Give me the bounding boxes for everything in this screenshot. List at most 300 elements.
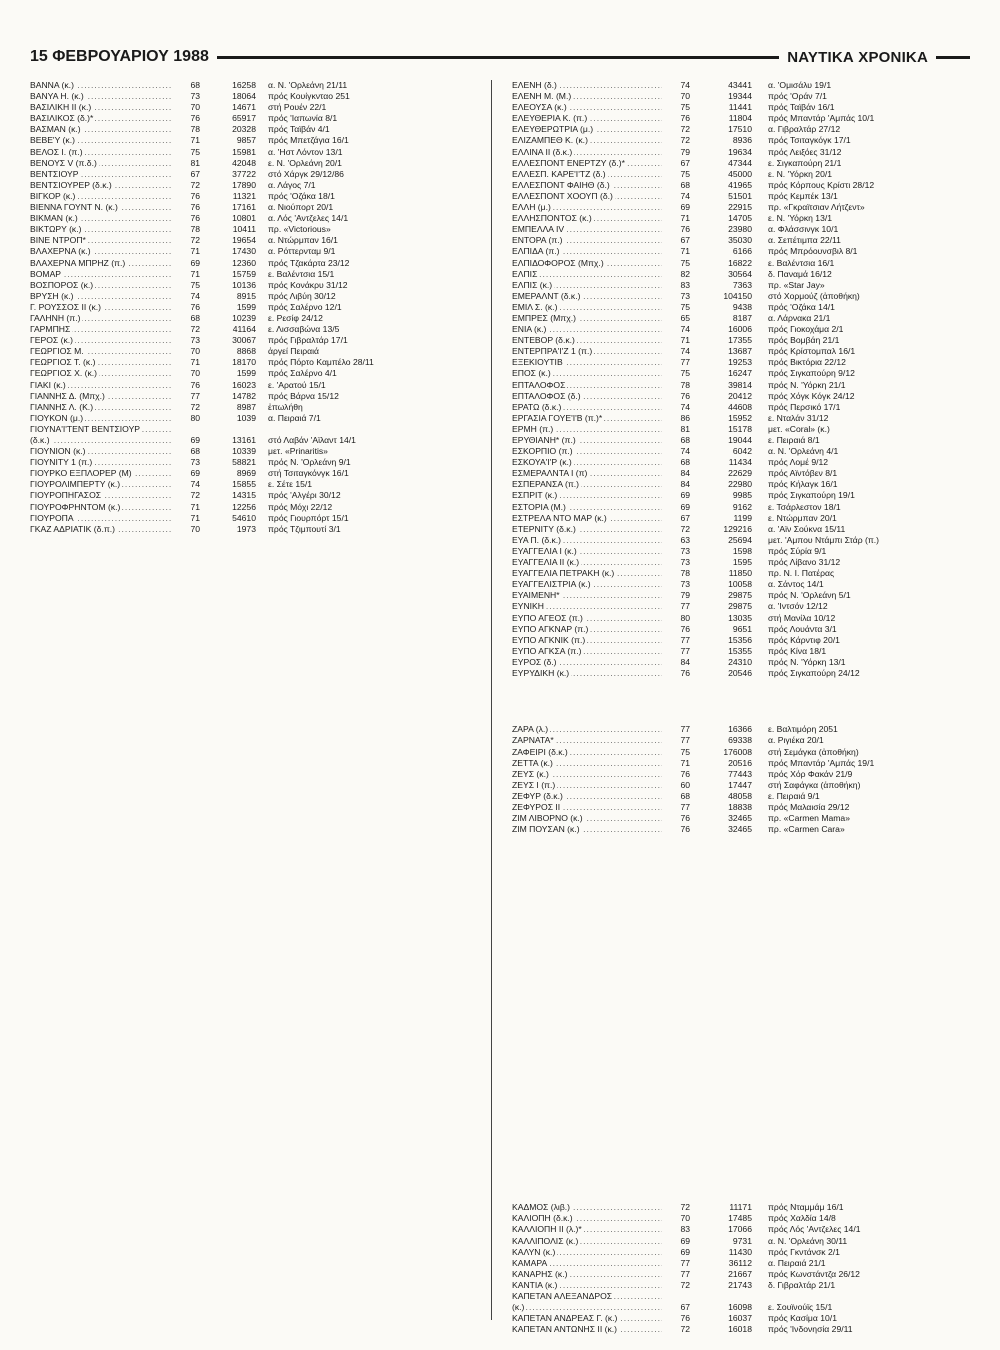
ship-name [512, 346, 662, 357]
tonnage: 14315 [232, 490, 256, 501]
ship-entry-row [512, 80, 972, 91]
build-year: 76 [680, 390, 690, 401]
build-year: 76 [680, 224, 690, 235]
ship-name [512, 113, 662, 124]
ship-entry-row [512, 402, 972, 413]
location-status: α. Νιούπορτ 20/1 [268, 202, 334, 213]
ship-name [30, 147, 172, 158]
tonnage: 20328 [232, 124, 256, 135]
location-status: πρός Λός 'Αντζελες 14/1 [768, 1224, 861, 1235]
ship-entry-row [30, 513, 470, 524]
ship-name-text: ΚΑΛΥΝ (κ.) [512, 1246, 556, 1257]
ship-entry-row [512, 579, 972, 590]
tonnage: 8868 [236, 346, 256, 357]
ship-name-text: ΕΛΕΥΘΕΡΩΤΡΙΑ (μ.) [512, 124, 594, 135]
ship-name [30, 380, 172, 391]
location-status: πρός Χόγκ Κόγκ 24/12 [768, 390, 855, 401]
ship-name [512, 158, 662, 169]
ship-name-text: ΕΜΠΕΛΛΑ ΙV [512, 224, 565, 235]
ship-name [512, 758, 662, 769]
build-year: 68 [190, 312, 200, 323]
ship-name-text: ΕΥΑΓΓΕΛΙΣΤΡΙΑ (κ.) [512, 579, 591, 590]
ship-name [512, 590, 662, 601]
tonnage: 8187 [732, 312, 752, 323]
build-year: 67 [680, 512, 690, 523]
ship-name-text: ΒΕΒΕ'Υ (κ.) [30, 135, 75, 146]
ship-entry-row [512, 724, 972, 735]
tonnage: 77443 [728, 768, 752, 779]
build-year: 71 [190, 501, 200, 512]
tonnage: 16006 [728, 324, 752, 335]
build-year: 76 [680, 113, 690, 124]
ship-name-text: ΕΛΛΙΝΑ ΙΙ (δ.κ.) [512, 146, 573, 157]
ship-name [512, 124, 662, 135]
build-year: 71 [190, 512, 200, 523]
build-year: 77 [680, 645, 690, 656]
ship-entry-row [512, 302, 972, 313]
ship-name [30, 191, 172, 202]
tonnage: 69338 [728, 735, 752, 746]
ship-name [30, 479, 172, 490]
location-status: ε. Πειραιά 8/1 [768, 435, 820, 445]
tonnage: 6042 [732, 446, 752, 457]
location-status: πρός Χαλδία 14/8 [768, 1213, 836, 1224]
ship-name [512, 202, 662, 213]
tonnage: 45000 [728, 168, 752, 179]
ship-entry-row [512, 1280, 972, 1291]
build-year: 67 [680, 157, 690, 168]
tonnage: 14705 [728, 213, 752, 224]
ship-name-text: ΕΛΠΙΔΑ (π.) [512, 246, 560, 257]
location-status: πρός Σιγκαπούρη 19/1 [768, 490, 855, 501]
ship-name-text: ΕΣΤΟΡΙΑ (Μ.) [512, 501, 566, 512]
tonnage: 36112 [728, 1257, 752, 1268]
ship-name-text: ΕΜΙΛ Σ. (κ.) [512, 301, 558, 312]
ship-name-text: ΕΛΕΝΗ Μ. (Μ.) [512, 91, 572, 102]
ship-name [512, 1247, 662, 1258]
tonnage [200, 424, 256, 435]
location-status: πρός Γιοκοχάμα 2/1 [768, 324, 844, 335]
tonnage: 41164 [232, 324, 256, 335]
build-year: 70 [680, 1213, 690, 1224]
section-gap [512, 712, 972, 724]
ship-entry-row [512, 269, 972, 280]
ship-name [512, 446, 662, 457]
tonnage: 11441 [728, 102, 752, 113]
ship-entry-row [512, 191, 972, 202]
ship-entry-row [30, 435, 470, 446]
tonnage: 18064 [232, 91, 256, 102]
build-year: 72 [190, 324, 200, 335]
ship-name [30, 324, 172, 335]
tonnage: 39814 [728, 379, 752, 390]
location-status: δ. Γιβραλτάρ 21/1 [768, 1279, 836, 1290]
ship-name [512, 368, 662, 379]
ship-entry-row [512, 147, 972, 158]
ship-name-text: ΕΝΙΑ (κ.) [512, 324, 547, 335]
ship-name [30, 213, 172, 224]
tonnage: 8987 [236, 401, 256, 412]
location-status: πρός Κασίμα 10/1 [768, 1313, 837, 1324]
ship-entry-row [30, 202, 470, 213]
ship-name-text: ΒΑΝΥΑ Η. (κ.) [30, 91, 84, 102]
tonnage: 10136 [232, 279, 256, 290]
tonnage: 15356 [728, 634, 752, 645]
ship-entry-row [30, 280, 470, 291]
ship-entry-row [30, 346, 470, 357]
build-year: 76 [680, 623, 690, 634]
location-status: ε. Ντώρμπαν 20/1 [768, 512, 837, 523]
build-year: 81 [190, 157, 200, 168]
build-year: 83 [680, 279, 690, 290]
ship-name-text: ΓΙΟΥΡΟΛΙΜΠΕΡΤΥ (κ.) [30, 479, 121, 490]
ship-name-text: ΕΝΤΟΡΑ (π.) [512, 235, 563, 246]
ship-name-text: ΕΡΓΑΣΙΑ ΓΟΥΕ'Ι'Β (π.)* [512, 412, 603, 423]
ship-entry-row [512, 635, 972, 646]
ship-name-text: ΒΙΝΕ ΝΤΡΟΠ* [30, 235, 86, 246]
build-year: 74 [190, 479, 200, 490]
tonnage: 11171 [729, 1202, 752, 1213]
location-status: α. Λός 'Αντζελες 14/1 [268, 213, 349, 224]
tonnage: 16023 [232, 379, 256, 390]
ship-name-text: ΒΛΑΧΕΡΝΑ (κ.) [30, 246, 91, 257]
ship-name [512, 468, 662, 479]
build-year: 78 [680, 379, 690, 390]
ship-name [30, 346, 172, 357]
ship-name-text: ΕΜΠΡΕΣ (Μπχ.) [512, 312, 576, 323]
location-status: πρός Κεμπέκ 13/1 [768, 190, 838, 201]
tonnage: 9438 [732, 301, 752, 312]
build-year: 76 [680, 813, 690, 824]
ship-entry-row [512, 524, 972, 535]
build-year: 77 [190, 390, 200, 401]
column-divider [491, 80, 492, 1320]
tonnage: 21667 [728, 1268, 752, 1279]
location-status: στό Χορμούζ (ἀποθήκη) [768, 290, 860, 301]
ship-name [30, 80, 172, 91]
ship-entry-row [30, 246, 470, 257]
build-year: 82 [680, 268, 690, 279]
ship-name-text: ΕΞΕΚΙΟΥΤΙΒ [512, 357, 563, 368]
ship-name-text: ΓΙΑΝΝΗΣ Δ. (Μπχ.) [30, 390, 105, 401]
ship-name [30, 490, 172, 501]
ship-entry-row [512, 1236, 972, 1247]
ship-name-text: ΒΙΕΝΝΑ ΓΟΥΝΤ Ν. (κ.) [30, 202, 118, 213]
ship-name-text: ΕΛΛΗ (μ.) [512, 202, 551, 213]
ship-entry-row [512, 802, 972, 813]
ship-name-text: ΖΑΡΑ (λ.) [512, 724, 549, 735]
ship-name [512, 258, 662, 269]
tonnage: 16247 [728, 368, 752, 379]
ship-name [30, 291, 172, 302]
location-status: πρός Λειξόες 31/12 [768, 146, 842, 157]
location-status: δ. Παναμά 16/12 [768, 268, 832, 279]
build-year: 72 [680, 124, 690, 135]
build-year: 72 [680, 523, 690, 534]
tonnage: 13035 [728, 612, 752, 623]
ship-name-text: ΕΛΙΖΑΜΠΕΘ Κ. (κ.) [512, 135, 588, 146]
build-year [172, 424, 200, 435]
ship-name [512, 357, 662, 368]
location-status: πρός Σύρία 9/1 [768, 545, 827, 556]
ship-name [512, 102, 662, 113]
location-status: πρ. «Victorious» [268, 224, 331, 235]
build-year: 68 [680, 790, 690, 801]
ship-name [30, 91, 172, 102]
tonnage: 12360 [232, 257, 256, 268]
ship-name [512, 91, 662, 102]
ship-entry-row [512, 391, 972, 402]
ship-name [512, 502, 662, 513]
ship-name-text: ΕΡΑΤΩ (δ.κ.) [512, 401, 562, 412]
ship-entry-row [512, 1313, 972, 1324]
tonnage: 17485 [728, 1213, 752, 1224]
ship-name-text: ΒΙΓΚΟΡ (κ.) [30, 190, 76, 201]
ship-name [512, 1313, 662, 1324]
location-status: πρός Χόρ Φακάν 21/9 [768, 768, 853, 779]
tonnage: 18170 [232, 357, 256, 368]
ship-name [30, 502, 172, 513]
tonnage: 14782 [232, 390, 256, 401]
ship-entry-row [512, 780, 972, 791]
ship-entry-row [30, 158, 470, 169]
tonnage: 1598 [732, 545, 752, 556]
ship-name [512, 824, 662, 835]
tonnage: 18838 [728, 802, 752, 812]
ship-entry-row [512, 1302, 972, 1313]
ship-entry-row [512, 235, 972, 246]
location-status: στή Μανίλα 10/12 [768, 612, 836, 623]
ship-entry-row [30, 313, 470, 324]
build-year: 77 [680, 1257, 690, 1268]
build-year: 60 [680, 779, 690, 790]
location-status: πρός Βικτόρια 22/12 [768, 357, 846, 368]
build-year: 84 [680, 479, 690, 490]
tonnage: 29875 [728, 601, 752, 612]
header-rule-end [936, 56, 970, 59]
location-status: στή Σαφάγκα (ἀποθήκη) [768, 779, 861, 790]
ship-name [30, 169, 172, 180]
ship-name [30, 357, 172, 368]
location-status: ε. Ν. 'Υόρκη 20/1 [768, 168, 833, 179]
ship-entry-row [30, 213, 470, 224]
ship-name-text: ΓΑΛΗΝΗ (π.) [30, 312, 81, 323]
ship-name [30, 124, 172, 135]
tonnage: 104150 [723, 290, 752, 301]
ship-name-text: ΚΑΜΑΡΑ [512, 1257, 548, 1268]
tonnage: 9731 [732, 1235, 752, 1246]
ship-name-text: ΕΥΠΟ ΑΓΚΣΑ (π.) [512, 645, 582, 656]
tonnage: 16018 [728, 1324, 752, 1335]
location-status: στή Σεμάγκα (ἀποθήκη) [768, 746, 859, 757]
ship-entry-row [512, 113, 972, 124]
ship-entry-row [30, 380, 470, 391]
ship-entry-row [512, 590, 972, 601]
tonnage: 35030 [728, 235, 752, 246]
location-status: α. Πειραιά 21/1 [768, 1257, 826, 1268]
tonnage: 17510 [728, 124, 752, 135]
tonnage: 11804 [728, 113, 752, 124]
ship-name [30, 402, 172, 413]
ship-name [30, 224, 172, 235]
location-status: ε. Σέτε 15/1 [268, 479, 313, 490]
tonnage: 43441 [728, 80, 752, 90]
ship-name-text: ΕΜΕΡΑΛΝΤ (δ.κ.) [512, 290, 581, 301]
tonnage: 17447 [728, 779, 752, 790]
ship-entry-row [30, 235, 470, 246]
build-year: 75 [190, 279, 200, 290]
ship-name-text: ΓΕΩΡΓΙΟΣ Χ. (κ.) [30, 368, 98, 379]
ship-entry-row [30, 468, 470, 479]
ship-name [512, 1236, 662, 1247]
ship-name-text: ΕΣΠΡΙΤ (κ.) [512, 490, 558, 501]
ship-name [30, 269, 172, 280]
build-year: 63 [680, 534, 690, 545]
tonnage: 19253 [728, 357, 752, 368]
build-year: 77 [680, 724, 690, 735]
ship-entry-row [512, 335, 972, 346]
location-status: ε. 'Αρατού 15/1 [268, 379, 326, 390]
ship-name-text: ΕΛΠΙΣ (κ.) [512, 279, 553, 290]
ship-entry-row [30, 357, 470, 368]
location-status: πρός Ν. 'Υόρκη 21/1 [768, 379, 846, 390]
ship-name-text: ΕΝΤΕΒΟΡ (δ.κ.) [512, 335, 575, 346]
ship-entry-row [512, 124, 972, 135]
ship-name [30, 202, 172, 213]
tonnage: 20412 [728, 390, 752, 401]
build-year: 71 [190, 135, 200, 146]
ship-entry-row [512, 91, 972, 102]
ship-name-text: ΕΡΥΘΙΑΝΗ* (π.) [512, 435, 576, 445]
tonnage: 65917 [232, 113, 256, 124]
tonnage: 16258 [232, 80, 256, 90]
ship-name [512, 780, 662, 791]
location-status: πρ. Ν. Ι. Πατέρας [768, 568, 835, 579]
tonnage: 129216 [723, 523, 752, 534]
location-status: πρ. «Γκραϊτσιαν Λήτζεντ» [768, 202, 865, 213]
ship-name [30, 235, 172, 246]
ship-name-text: ΒΑΣΜΑΝ (κ.) [30, 124, 81, 135]
location-status: α. Σάντος 14/1 [768, 579, 824, 590]
build-year: 79 [680, 146, 690, 157]
location-status: πρός 'Ιαπωνία 8/1 [268, 113, 338, 124]
tonnage: 9651 [732, 623, 752, 634]
ship-name [512, 402, 662, 413]
build-year: 70 [190, 523, 200, 534]
location-status: μετ. 'Αμπου Ντάμπι Στάρ (π.) [768, 534, 880, 545]
ship-name [512, 246, 662, 257]
tonnage: 32465 [728, 824, 752, 835]
tonnage: 1595 [732, 557, 752, 568]
location-status: πρός Κουίγκνταο 251 [268, 91, 350, 102]
ship-name-text: ΚΑΝΤΙΑ (κ.) [512, 1279, 558, 1290]
location-status: α. Ριγιέκα 20/1 [768, 735, 824, 746]
tonnage: 17161 [232, 202, 256, 213]
tonnage: 47344 [728, 157, 752, 168]
build-year: 67 [680, 235, 690, 246]
tonnage: 24310 [728, 656, 752, 667]
build-year: 67 [680, 1302, 690, 1313]
build-year: 69 [680, 1235, 690, 1246]
location-status: πρός 'Οζάκα 18/1 [268, 190, 335, 201]
location-status: μετ. «Prinaritis» [268, 446, 328, 457]
location-status: πρός Λουάντα 3/1 [768, 623, 837, 634]
tonnage: 58821 [232, 457, 256, 468]
ship-entry-row [512, 457, 972, 468]
ship-name [512, 313, 662, 324]
location-status: πρ. «Carmen Mama» [768, 813, 850, 824]
ship-name-text: ΕΥΠΟ ΑΓΚΝΙΚ (π.) [512, 634, 586, 645]
ship-entry-row [512, 357, 972, 368]
location-status: πρός Βάρνα 15/12 [268, 390, 339, 401]
tonnage: 15952 [728, 412, 752, 423]
ship-name [30, 368, 172, 379]
ship-name [30, 446, 172, 457]
build-year: 74 [190, 290, 200, 301]
ship-name [512, 1291, 662, 1302]
section-gap [512, 1190, 972, 1202]
build-year: 76 [190, 213, 200, 224]
issue-date: 15 ΦΕΒΡΟΥΑΡΙΟΥ 1988 [30, 48, 209, 65]
ship-name [512, 1302, 662, 1313]
location-status: ἐπωλήθη [268, 401, 303, 412]
ship-name-text: ΕΠΟΣ (κ.) [512, 368, 551, 379]
location-status: πρός Κωνστάντζα 26/12 [768, 1268, 860, 1279]
location-status: πρός Μόχι 22/12 [268, 501, 333, 512]
build-year: 76 [680, 667, 690, 678]
build-year: 69 [680, 1246, 690, 1257]
tonnage: 13161 [232, 435, 256, 445]
build-year [662, 1291, 690, 1302]
ship-name [512, 613, 662, 624]
build-year: 68 [680, 435, 690, 445]
location-status: πρός Μπρόουνσβιλ 8/1 [768, 246, 858, 257]
location-status: πρός 'Αλγέρι 30/12 [268, 490, 341, 501]
ship-entry-row [512, 435, 972, 446]
build-year: 70 [190, 346, 200, 357]
build-year: 81 [680, 423, 690, 434]
ship-name [512, 624, 662, 635]
location-status: πρός Μπαντάρ 'Αμπάς 10/1 [768, 113, 875, 124]
tonnage: 11430 [728, 1246, 752, 1257]
tonnage: 22629 [728, 468, 752, 479]
ship-name-text: ΚΑΠΕΤΑΝ ΑΛΕΞΑΝΔΡΟΣ [512, 1291, 613, 1302]
location-status: πρός Λιβύη 30/12 [268, 290, 336, 301]
tonnage: 10339 [232, 446, 256, 457]
build-year: 75 [680, 168, 690, 179]
ship-name-text: (κ.) [512, 1302, 525, 1313]
ship-name-text: ΓΕΩΡΓΙΟΣ Τ. (κ.) [30, 357, 96, 368]
ship-name [512, 269, 662, 280]
ship-name [512, 635, 662, 646]
ship-entry-row [30, 446, 470, 457]
ship-name-text: ΚΑΛΛΙΠΟΛΙΣ (κ.) [512, 1235, 579, 1246]
ship-entry-row [512, 258, 972, 269]
tonnage: 8969 [236, 468, 256, 479]
tonnage [690, 1291, 752, 1302]
ship-name [512, 724, 662, 735]
tonnage: 42048 [232, 157, 256, 168]
ship-name [30, 391, 172, 402]
ship-list-right-column [512, 80, 972, 1335]
location-status: πρ. «Star Jay» [768, 279, 825, 290]
ship-entry-row [512, 1324, 972, 1335]
ship-name-text: ΒΙΚΤΩΡΥ (κ.) [30, 224, 82, 235]
ship-entry-row [512, 180, 972, 191]
tonnage: 17430 [232, 246, 256, 257]
publication-title: ΝΑΥΤΙΚΑ ΧΡΟΝΙΚΑ [787, 48, 928, 66]
tonnage: 17890 [232, 179, 256, 190]
